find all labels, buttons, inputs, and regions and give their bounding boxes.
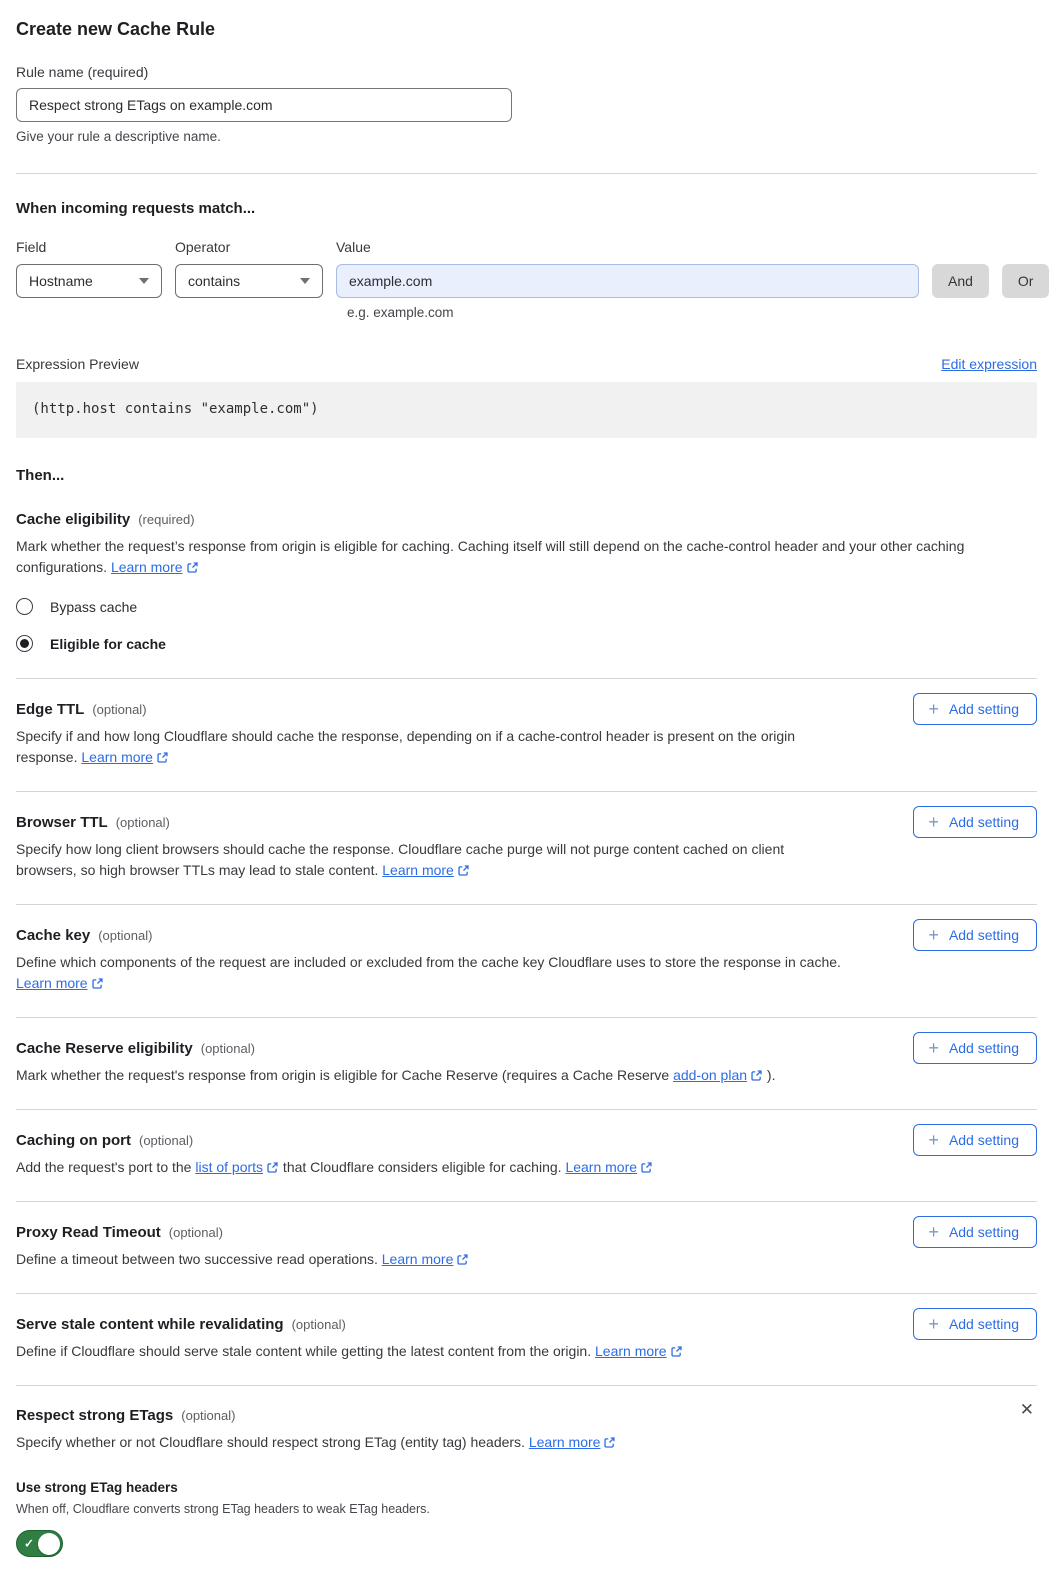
section-header	[16, 809, 1037, 831]
optional-badge: (optional)	[291, 1317, 346, 1332]
page-title: Create new Cache Rule	[16, 19, 216, 39]
add-setting-label: Add setting	[948, 701, 1019, 717]
section-title: Respect strong ETags	[16, 1407, 174, 1424]
plus-icon	[928, 1039, 939, 1057]
and-button[interactable]: And	[932, 264, 989, 298]
section-desc	[16, 952, 848, 994]
setting-section-edge-ttl	[16, 679, 1037, 792]
and-or-group	[932, 264, 989, 298]
value-column	[336, 239, 919, 298]
add-setting-button[interactable]	[913, 1124, 1037, 1156]
rule-name-label: Rule name (required)	[16, 64, 149, 80]
use-strong-etag-headers-desc: When off, Cloudflare converts strong ETag headers to weak ETag headers.	[16, 1502, 430, 1516]
radio-eligible-for-cache[interactable]	[16, 635, 1037, 652]
value-input[interactable]	[336, 264, 919, 298]
plus-icon	[928, 1131, 939, 1149]
operator-label: Operator	[175, 239, 231, 255]
add-setting-button[interactable]	[913, 1216, 1037, 1248]
desc-text: Define if Cloudflare should serve stale content while getting the latest content from the origin.	[16, 1343, 595, 1359]
value-label: Value	[336, 239, 371, 255]
rule-name-input[interactable]	[16, 88, 512, 122]
section-desc	[16, 726, 848, 768]
desc-text: Specify if and how long Cloudflare should cache the response, depending on if a cache-control header is present on the origin response.	[16, 728, 796, 765]
section-header	[16, 696, 1037, 718]
operator-select[interactable]	[175, 264, 323, 298]
match-row	[16, 239, 1037, 298]
setting-section-cache-reserve	[16, 1018, 1037, 1110]
section-header	[16, 1311, 1037, 1333]
optional-badge: (optional)	[139, 1133, 194, 1148]
close-icon[interactable]	[1020, 1401, 1034, 1418]
external-link-icon	[603, 1436, 616, 1449]
setting-section-proxy-read-timeout	[16, 1202, 1037, 1294]
section-desc	[16, 839, 848, 881]
radio-checked-icon	[16, 635, 33, 652]
setting-section-cache-key	[16, 905, 1037, 1018]
section-header	[16, 1219, 1037, 1241]
radio-eligible-label: Eligible for cache	[50, 635, 166, 652]
desc-text: that Cloudflare considers eligible for caching.	[279, 1159, 566, 1175]
learn-more-link[interactable]: Learn more	[81, 749, 153, 765]
add-setting-button[interactable]	[913, 806, 1037, 838]
add-setting-button[interactable]	[913, 1032, 1037, 1064]
external-link-icon	[186, 561, 199, 574]
add-setting-button[interactable]	[913, 693, 1037, 725]
optional-badge: (optional)	[181, 1408, 236, 1423]
desc-text: Define a timeout between two successive read operations.	[16, 1251, 382, 1267]
section-title: Browser TTL	[16, 814, 108, 831]
chevron-down-icon	[300, 278, 310, 284]
learn-more-link[interactable]: Learn more	[381, 1251, 454, 1267]
check-icon	[24, 1536, 34, 1550]
learn-more-link[interactable]: Learn more	[595, 1343, 667, 1359]
section-header	[16, 1035, 1037, 1057]
add-setting-label: Add setting	[948, 1316, 1019, 1332]
section-title: Caching on port	[16, 1132, 131, 1149]
setting-section-caching-on-port	[16, 1110, 1037, 1202]
toggle-knob	[38, 1533, 60, 1555]
external-link-icon	[457, 864, 470, 877]
section-header	[16, 922, 1037, 944]
desc-text: Mark whether the request's response from origin is eligible for Cache Reserve (requires a Cache Reserve	[16, 1067, 674, 1083]
setting-section-serve-stale	[16, 1294, 1037, 1386]
section-title: Proxy Read Timeout	[16, 1224, 161, 1241]
external-link-icon	[640, 1161, 653, 1174]
use-strong-etag-headers-toggle[interactable]	[16, 1530, 63, 1557]
plus-icon	[928, 813, 939, 831]
section-desc	[16, 1249, 848, 1270]
add-setting-button[interactable]	[913, 1308, 1037, 1340]
expression-preview-label: Expression Preview	[16, 356, 139, 372]
learn-more-link[interactable]: Learn more	[110, 559, 183, 575]
desc-text: ).	[763, 1067, 776, 1083]
cache-eligibility-desc-text: Mark whether the request’s response from origin is eligible for caching. Caching itself will still depend on the cache-control header and your other caching configurations.	[16, 538, 965, 575]
divider	[16, 173, 1037, 174]
use-strong-etag-headers-label: Use strong ETag headers	[16, 1480, 178, 1495]
add-setting-button[interactable]	[913, 919, 1037, 951]
section-title: Cache key	[16, 927, 91, 944]
section-desc	[16, 1157, 848, 1178]
add-setting-label: Add setting	[948, 927, 1019, 943]
add-setting-label: Add setting	[948, 1132, 1019, 1148]
section-title: Edge TTL	[16, 701, 85, 718]
section-desc	[16, 1065, 848, 1086]
value-help: e.g. example.com	[347, 305, 454, 320]
field-label: Field	[16, 239, 47, 255]
plus-icon	[928, 1223, 939, 1241]
radio-bypass-label: Bypass cache	[50, 598, 138, 615]
optional-badge: (optional)	[200, 1041, 255, 1056]
optional-badge: (optional)	[115, 815, 170, 830]
expression-preview-row	[16, 356, 1037, 372]
optional-badge: (optional)	[168, 1225, 223, 1240]
operator-column	[175, 239, 323, 298]
field-select-value: Hostname	[29, 273, 93, 289]
expression-code: (http.host contains "example.com")	[16, 382, 1037, 438]
plus-icon	[928, 700, 939, 718]
external-link-icon	[670, 1345, 683, 1358]
learn-more-link[interactable]: Learn more	[382, 862, 454, 878]
field-select[interactable]	[16, 264, 162, 298]
external-link-icon	[91, 977, 104, 990]
learn-more-link[interactable]: Learn more	[528, 1434, 601, 1450]
add-setting-label: Add setting	[948, 1224, 1019, 1240]
external-link-icon	[456, 1253, 469, 1266]
optional-badge: (optional)	[98, 928, 153, 943]
cache-eligibility-desc	[16, 536, 1024, 578]
external-link-icon	[156, 751, 169, 764]
section-desc	[16, 1341, 848, 1362]
add-on-plan-link[interactable]: add-on plan	[673, 1067, 748, 1083]
or-group	[1002, 264, 1050, 298]
desc-text: Define which components of the request are included or excluded from the cache key Cloudflare uses to store the response in cache.	[16, 954, 841, 970]
external-link-icon	[266, 1161, 279, 1174]
plus-icon	[928, 926, 939, 944]
desc-text: Specify how long client browsers should cache the response. Cloudflare cache purge will not purge content cached on client browsers, so high browser TTLs may lead to stale content.	[16, 841, 785, 878]
section-title: Serve stale content while revalidating	[16, 1316, 284, 1333]
edit-expression-link[interactable]: Edit expression	[941, 356, 1037, 372]
chevron-down-icon	[139, 278, 149, 284]
or-button[interactable]: Or	[1002, 264, 1050, 298]
rule-name-help: Give your rule a descriptive name.	[16, 129, 221, 144]
list-of-ports-link[interactable]: list of ports	[195, 1159, 264, 1175]
setting-section-browser-ttl	[16, 792, 1037, 905]
radio-icon	[16, 598, 33, 615]
add-setting-label: Add setting	[948, 814, 1019, 830]
section-title: Cache Reserve eligibility	[16, 1040, 193, 1057]
section-header	[16, 1127, 1037, 1149]
learn-more-link[interactable]: Learn more	[16, 975, 88, 991]
required-badge: (required)	[138, 512, 195, 527]
field-column	[16, 239, 162, 298]
add-setting-label: Add setting	[948, 1040, 1019, 1056]
plus-icon	[928, 1315, 939, 1333]
operator-select-value: contains	[188, 273, 241, 289]
section-desc	[16, 1432, 1024, 1453]
optional-badge: (optional)	[92, 702, 147, 717]
desc-text: Specify whether or not Cloudflare should respect strong ETag (entity tag) headers.	[16, 1434, 529, 1450]
learn-more-link[interactable]: Learn more	[565, 1159, 638, 1175]
cache-eligibility-header	[16, 511, 1037, 528]
desc-text: Add the request's port to the	[16, 1159, 196, 1175]
external-link-icon	[750, 1069, 763, 1082]
setting-section-respect-strong-etags	[16, 1386, 1037, 1557]
section-header	[16, 1403, 1037, 1424]
cache-eligibility-title: Cache eligibility	[16, 511, 131, 528]
then-heading: Then...	[16, 467, 65, 484]
match-heading: When incoming requests match...	[16, 200, 256, 217]
radio-bypass-cache[interactable]	[16, 598, 1037, 615]
